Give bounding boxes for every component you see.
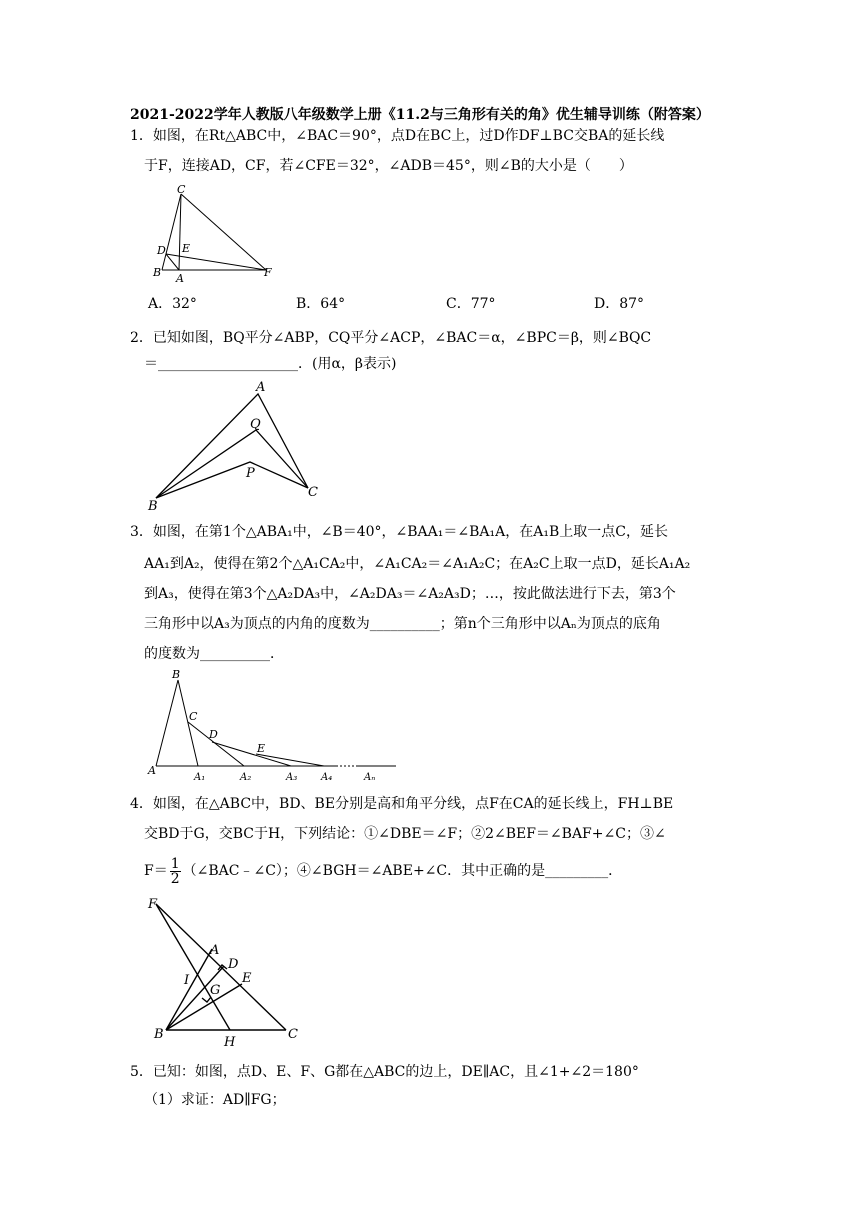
q1-line1: 1．如图，在Rt△ABC中，∠BAC＝90°，点D在BC上，过D作DF⊥BC交BA的延长线 bbox=[130, 128, 665, 144]
q4-label-c: C bbox=[288, 1027, 298, 1042]
q3-figure bbox=[146, 664, 402, 786]
q3-label-a4: A₄ bbox=[321, 772, 333, 783]
q4-frac-num: 1 bbox=[170, 855, 180, 872]
q2-label-p: P bbox=[246, 466, 255, 481]
q5-line2: （1）求证：AD∥FG； bbox=[144, 1092, 286, 1108]
q4-label-a: A bbox=[210, 943, 220, 958]
q4-label-d: D bbox=[228, 957, 239, 972]
q3-label-a2: A₂ bbox=[240, 772, 252, 783]
q2-label-c: C bbox=[308, 485, 318, 500]
q4-label-g: G bbox=[210, 983, 221, 998]
q4-label-b: B bbox=[154, 1027, 164, 1042]
q4-label-f: F bbox=[148, 897, 158, 912]
q2-line2: ＝____________________．(用α，β表示) bbox=[144, 356, 397, 372]
q5-line1: 5．已知：如图，点D、E、F、G都在△ABC的边上，DE∥AC，且∠1+∠2＝180° bbox=[130, 1064, 639, 1080]
q4-frac-den: 2 bbox=[170, 870, 180, 887]
q4-line3 bbox=[144, 854, 622, 888]
q4-figure bbox=[144, 894, 306, 1048]
q1-option-c[interactable]: C．77° bbox=[446, 296, 496, 312]
q1-option-b[interactable]: B．64° bbox=[296, 296, 346, 312]
q2-line1: 2．已知如图，BQ平分∠ABP，CQ平分∠ACP，∠BAC＝α，∠BPC＝β，则∠BQC bbox=[130, 330, 652, 346]
page-title: 2021-2022学年人教版八年级数学上册《11.2与三角形有关的角》优生辅导训练（附答案） bbox=[130, 107, 710, 123]
q4-line3-post: （∠BAC﹣∠C）；④∠BGH＝∠ABE+∠C．其中正确的是_________． bbox=[182, 863, 623, 879]
q2-label-b: B bbox=[148, 499, 158, 512]
q3-label-a: A bbox=[148, 764, 156, 777]
q3-label-e: E bbox=[257, 742, 266, 755]
q3-label-d: D bbox=[209, 728, 218, 741]
q2-label-q: Q bbox=[250, 417, 261, 432]
q3-line5: 的度数为__________． bbox=[144, 646, 284, 662]
q1-label-b: B bbox=[153, 266, 162, 279]
q4-label-i: I bbox=[184, 973, 190, 988]
q4-label-h: H bbox=[224, 1035, 236, 1048]
q1-label-c: C bbox=[177, 184, 186, 196]
q4-line3-pre: F＝ bbox=[144, 863, 168, 879]
q4-label-e: E bbox=[242, 971, 252, 986]
q3-line4: 三角形中以A₃为顶点的内角的度数为__________；第n个三角形中以Aₙ为顶点的底角 bbox=[144, 616, 661, 632]
q4-line2: 交BD于G，交BC于H，下列结论：①∠DBE＝∠F；②2∠BEF＝∠BAF+∠C；③∠ bbox=[144, 826, 666, 842]
q3-line2: AA₁到A₂，使得在第2个△A₁CA₂中，∠A₁CA₂＝∠A₁A₂C；在A₂C上取一点D，延长A₁A₂ bbox=[144, 556, 691, 572]
q3-line1: 3．如图，在第1个△ABA₁中，∠B＝40°，∠BAA₁＝∠BA₁A，在A₁B上取一点C，延长 bbox=[130, 524, 668, 540]
q4-fraction bbox=[170, 857, 181, 886]
q1-label-d: D bbox=[157, 244, 166, 257]
q3-label-b: B bbox=[172, 668, 181, 681]
q1-label-f: F bbox=[264, 266, 272, 279]
q3-line3: 到A₃，使得在第3个△A₂DA₃中，∠A₂DA₃＝∠A₂A₃D；…，按此做法进行下去，第3个 bbox=[144, 586, 676, 602]
q3-label-an: Aₙ bbox=[364, 772, 376, 783]
q1-option-d[interactable]: D．87° bbox=[594, 296, 645, 312]
q1-option-a[interactable]: A．32° bbox=[148, 296, 197, 312]
q3-label-c: C bbox=[189, 710, 198, 723]
q2-figure bbox=[146, 376, 326, 512]
q4-line1: 4．如图，在△ABC中，BD、BE分别是高和角平分线，点F在CA的延长线上，FH⊥BE bbox=[130, 796, 674, 812]
q1-label-e: E bbox=[182, 242, 191, 255]
q1-label-a: A bbox=[176, 272, 184, 284]
q3-label-a1: A₁ bbox=[194, 772, 206, 783]
q1-line2: 于F，连接AD，CF，若∠CFE＝32°，∠ADB＝45°，则∠B的大小是（ ） bbox=[144, 158, 633, 174]
q1-figure bbox=[148, 184, 278, 284]
q2-label-a: A bbox=[256, 380, 266, 395]
q3-label-a3: A₃ bbox=[286, 772, 298, 783]
